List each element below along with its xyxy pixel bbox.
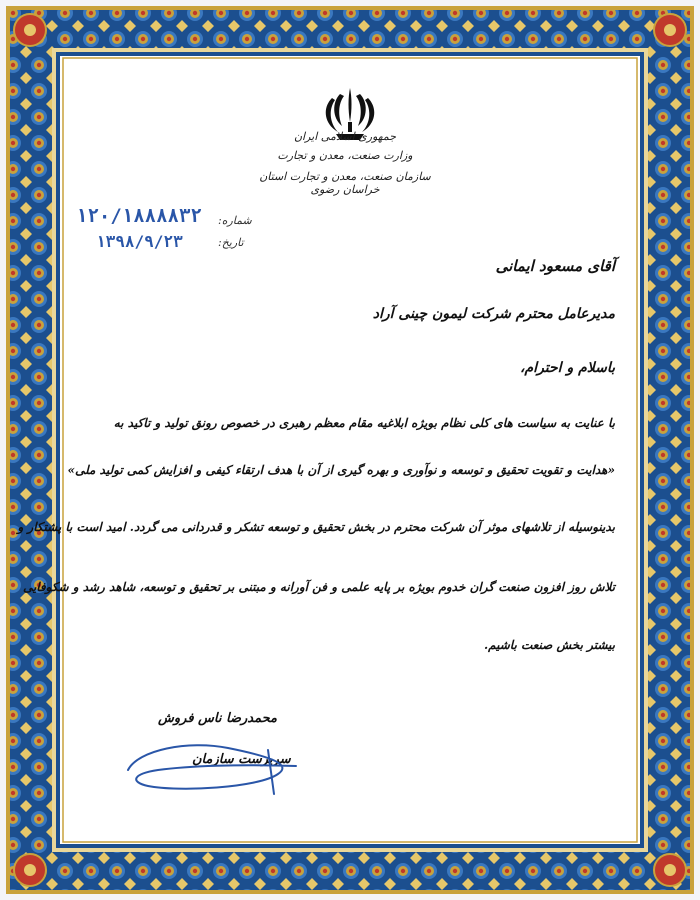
number-label: شماره:: [218, 214, 252, 227]
body-line: «هدایت و تقویت تحقیق و توسعه و نوآوری و بهره گیری از آن با هدف ارتقاء کیفی و افزایش کمی تولید ملی»: [67, 463, 615, 477]
body-line: با عنایت به سیاست های کلی نظام بویژه ابلاغیه مقام معظم رهبری در خصوص رونق تولید و تاکید به: [113, 416, 615, 430]
body-line: تلاش روز افزون صنعت گران خدوم بویژه بر پایه علمی و فن آورانه و مبتنی بر تحقیق و توسعه، شاهد رشد و شکوفایی: [22, 580, 615, 594]
letterhead-line-3: سازمان صنعت، معدن و تجارت استان خراسان رضوی: [259, 170, 431, 196]
signatory-role: سرپرست سازمان: [192, 752, 291, 767]
letter-number: ۱۲۰/۱۸۸۸۸۳۲: [76, 205, 202, 227]
greeting: باسلام و احترام،: [520, 360, 615, 376]
signatory-name: محمدرضا ناس فروش: [158, 711, 278, 726]
letter-date: ۱۳۹۸/۹/۲۳: [96, 232, 183, 251]
letterhead-line-1: جمهوری اسلامی ایران: [293, 130, 397, 143]
addressee-name: آقای مسعود ایمانی: [495, 257, 615, 275]
body-line: بیشتر بخش صنعت باشیم.: [483, 638, 615, 652]
letterhead-line-2: وزارت صنعت، معدن و تجارت: [277, 149, 413, 162]
body-line: بدینوسیله از تلاشهای موثر آن شرکت محترم در بخش تحقیق و توسعه تشکر و قدردانی می گردد. امید است با پشتکار و: [17, 520, 615, 534]
handwritten-signature: [118, 730, 308, 800]
addressee-title: مدیرعامل محترم شرکت لیمون چینی آراد: [372, 306, 615, 322]
date-label: تاریخ:: [218, 236, 244, 249]
